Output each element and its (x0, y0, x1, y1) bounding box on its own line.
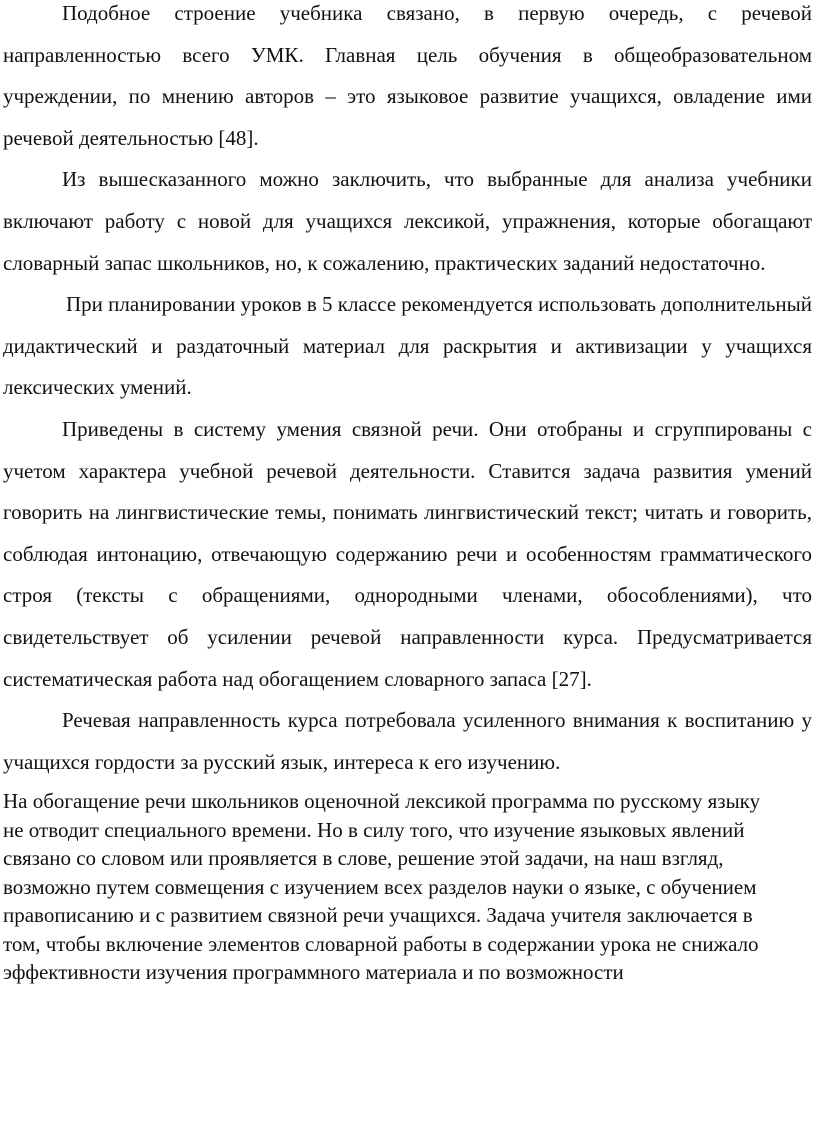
paragraph-6: На обогащение речи школьников оценочной лексикой программа по русскому языку не отводит специального времени. Но в силу того, что изучение языковых явлений связано со словом или проявляется в слове, решение этой задачи, на наш взгляд, возможно путем совмещения с изучением всех разделов науки о языке, с обучением правописанию и с развитием связной речи учащихся. Задача учителя заключается в том, чтобы включение элементов словарной работы в содержании урока не снижало эффективности изучения программного материала и по возможности (3, 789, 761, 985)
paragraph-2: Из вышесказанного можно заключить, что выбранные для анализа учебники включают работу с новой для учащихся лексикой, упражнения, которые обогащают словарный запас школьников, но, к сожалению, практических заданий недостаточно. (3, 167, 812, 275)
paragraph-1: Подобное строение учебника связано, в первую очередь, с речевой направленностью всего УМК. Главная цель обучения в общеобразовательном учреждении, по мнению авторов – это языковое развитие учащихся, овладение ими речевой деятельностью [48]. (3, 1, 812, 150)
paragraph-4: Приведены в систему умения связной речи. Они отобраны и сгруппированы с учетом характера учебной речевой деятельности. Ставится задача развития умений говорить на лингвистические темы, понимать лингвистический текст; читать и говорить, соблюдая интонацию, отвечающую содержанию речи и особенностям грамматического строя (тексты с обращениями, однородными членами, обособлениями), что свидетельствует об усилении речевой направленности курса. Предусматривается систематическая работа над обогащением словарного запаса [27]. (3, 416, 812, 691)
paragraph-5: Речевая направленность курса потребовала усиленного внимания к воспитанию у учащихся гордости за русский язык, интереса к его изучению. (3, 708, 812, 774)
paragraph-3: При планировании уроков в 5 классе рекомендуется использовать дополнительный дидактический и раздаточный материал для раскрытия и активизации у учащихся лексических умений. (3, 292, 812, 400)
